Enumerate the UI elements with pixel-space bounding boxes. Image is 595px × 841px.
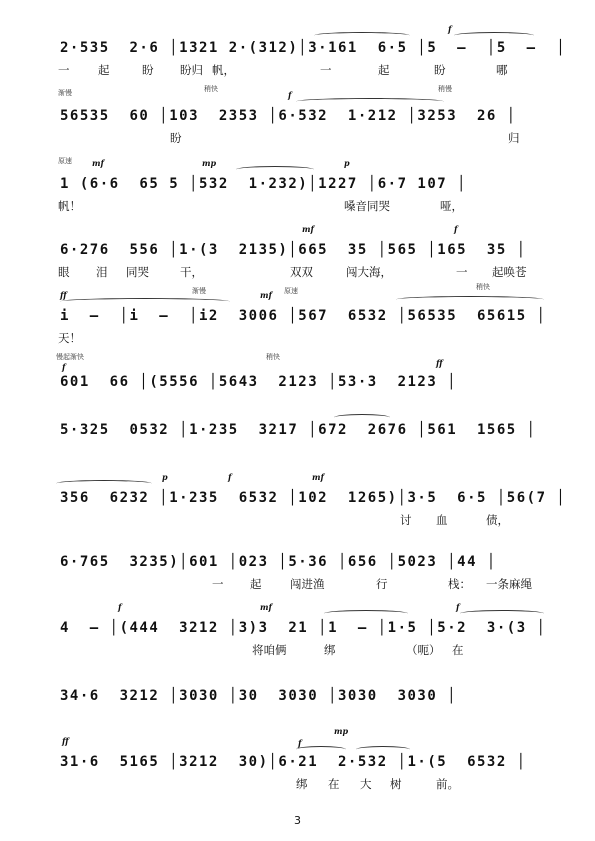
notes-6: 601 66 │(5556 │5643 2123 │53·3 2123 │: [60, 374, 458, 390]
tempo-mark: 原速: [58, 157, 72, 165]
notes-4: 6·276 556 │1·(3 2135)│665 35 │565 │165 35 │: [60, 242, 527, 258]
lyrics-4: 眼 泪 同哭 干， 双双 闯大海， 一 起唤苍: [58, 265, 527, 279]
staff-8: [56, 488, 567, 508]
dynamic-mark: ff: [60, 290, 67, 300]
staff-1: [56, 38, 567, 58]
dynamic-mark: mp: [202, 158, 217, 168]
notes-7: 5·325 0532 │1·235 3217 │672 2676 │561 1565 │: [60, 422, 537, 438]
tempo-mark: 稍快: [204, 85, 218, 93]
slur: [236, 166, 314, 173]
staff-12: [56, 752, 546, 772]
tempo-mark: 稍慢: [438, 85, 452, 93]
staff-9: [56, 552, 546, 572]
lyrics-2: 盼 归: [170, 131, 520, 145]
staff-11: [56, 686, 546, 706]
tempo-mark: 渐慢: [192, 287, 206, 295]
tempo-mark: 稍快: [476, 283, 490, 291]
slur: [324, 610, 408, 617]
dynamic-mark: f: [288, 90, 292, 100]
dynamic-mark: mf: [302, 224, 314, 234]
dynamic-mark: ff: [62, 736, 69, 746]
lyrics-1: 一 起 盼 盼归 帆， 一 起 盼 哪: [58, 63, 508, 77]
staff-10: [56, 618, 546, 638]
dynamic-mark: f: [298, 738, 302, 748]
slur: [60, 298, 230, 305]
dynamic-mark: mf: [260, 602, 272, 612]
dynamic-mark: f: [456, 602, 460, 612]
dynamic-mark: f: [62, 362, 66, 372]
lyrics-8: 讨 血 债，: [400, 513, 509, 527]
slur: [460, 610, 544, 617]
dynamic-mark: f: [118, 602, 122, 612]
staff-5: [56, 306, 546, 326]
notes-8: 356 6232 │1·235 6532 │102 1265)│3·5 6·5 │56(7 │: [60, 490, 567, 506]
dynamic-mark: mf: [260, 290, 272, 300]
notes-5: i – │i – │i2 3006 │567 6532 │56535 65615 │: [60, 308, 547, 324]
notes-12: 31·6 5165 │3212 30)│6·21 2·532 │1·(5 6532 │: [60, 754, 527, 770]
dynamic-mark: p: [344, 158, 350, 168]
notes-3: 1 (6·6 65 5 │532 1·232)│1227 │6·7 107 │: [60, 176, 468, 192]
lyrics-12: 绑 在 大 树 前。: [296, 777, 459, 791]
staff-3: [56, 174, 546, 194]
lyrics-10: 将咱俩 绑 （呃） 在: [252, 643, 464, 657]
dynamic-mark: p: [162, 472, 168, 482]
slur: [296, 98, 444, 105]
notes-10: 4 – │(444 3212 │3)3 21 │1 – │1·5 │5·2 3·(3 │: [60, 620, 547, 636]
slur: [314, 32, 410, 39]
dynamic-mark: mf: [312, 472, 324, 482]
lyrics-9: 一 起 闯进渔 行 栈： 一条麻绳: [212, 577, 532, 591]
lyrics-5: 天！: [58, 331, 81, 345]
staff-6: [56, 372, 546, 392]
dynamic-mark: f: [228, 472, 232, 482]
notes-11: 34·6 3212 │3030 │30 3030 │3030 3030 │: [60, 688, 458, 704]
lyrics-3: 帆！ 嗓音同哭 哑，: [58, 199, 463, 213]
staff-4: [56, 240, 546, 260]
tempo-mark: 渐慢: [58, 89, 72, 97]
notes-2: 56535 60 │103 2353 │6·532 1·212 │3253 26 │: [60, 108, 517, 124]
dynamic-mark: mf: [92, 158, 104, 168]
dynamic-mark: f: [454, 224, 458, 234]
staff-7: [56, 420, 546, 440]
slur: [454, 32, 534, 39]
staff-2: [56, 106, 546, 126]
dynamic-mark: mp: [334, 726, 349, 736]
tempo-mark: 稍快: [266, 353, 280, 361]
slur: [56, 480, 152, 487]
tempo-mark: 原速: [284, 287, 298, 295]
dynamic-mark: ff: [436, 358, 443, 368]
page-number: 3: [294, 814, 301, 827]
tempo-mark: 慢起渐快: [56, 353, 84, 361]
dynamic-mark: f: [448, 24, 452, 34]
notes-9: 6·765 3235)│601 │023 │5·36 │656 │5023 │44 │: [60, 554, 497, 570]
notes-1: 2·535 2·6 │1321 2·(312)│3·161 6·5 │5 – │5 – │: [60, 40, 567, 56]
slur: [396, 296, 544, 303]
